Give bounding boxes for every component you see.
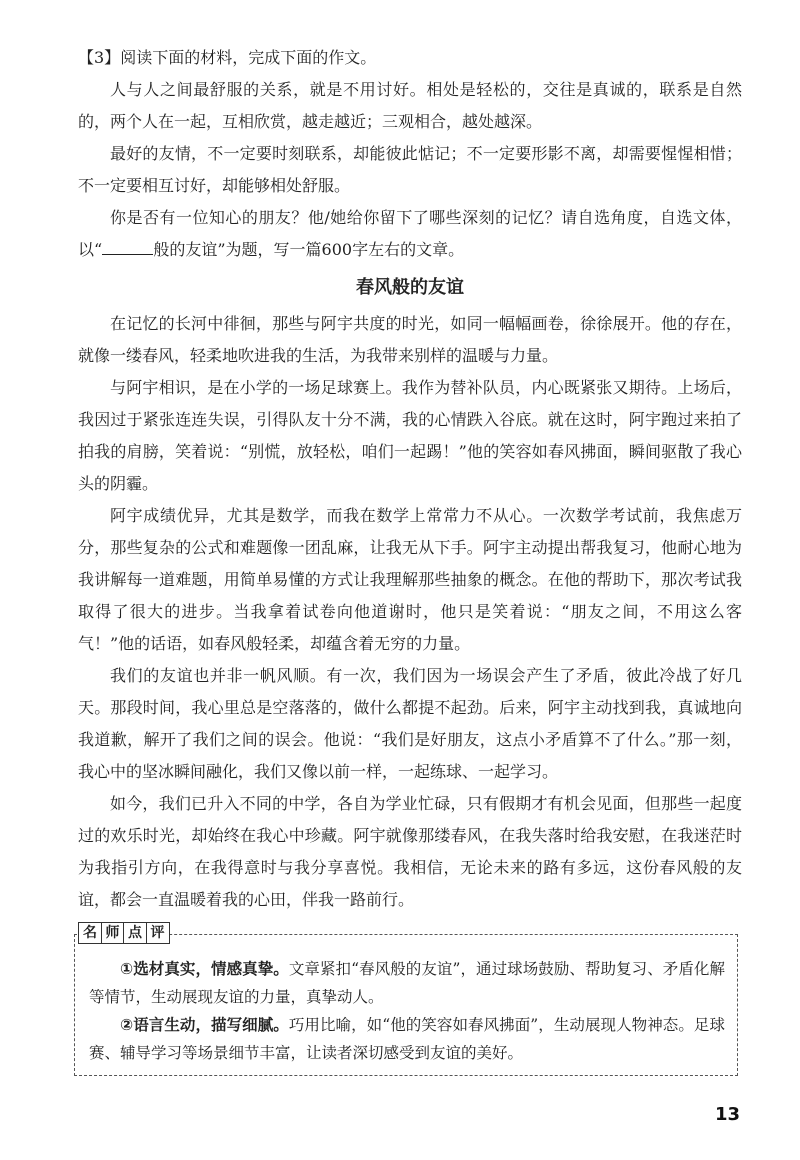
comment-point-2-body: 巧用比喻，如“他的笑容如春风拂面”，生动展现人物神态。足球赛、辅导学习等场景细节丰富，让读者深切感受到友谊的美好。 (89, 1016, 726, 1062)
material-paragraph-1: 人与人之间最舒服的关系，就是不用讨好。相处是轻松的，交往是真诚的，联系是自然的，两个人在一起，互相欣赏，越走越近；三观相合，越处越深。 (78, 80, 742, 131)
essay-paragraph-1: 在记忆的长河中徘徊，那些与阿宇共度的时光，如同一幅幅画卷，徐徐展开。他的存在，就像一缕春风，轻柔地吹进我的生活，为我带来别样的温暖与力量。 (78, 314, 742, 365)
writing-prompt (78, 202, 742, 266)
question-heading (78, 42, 742, 74)
comment-point-1-head: ①选材真实，情感真挚。 (120, 960, 289, 978)
essay-title: 春风般的友谊 (356, 277, 464, 298)
content (78, 42, 742, 1076)
comment-tag (78, 922, 170, 944)
page-number: 13 (714, 1104, 740, 1125)
comment-tag-char: 名 (78, 922, 102, 944)
question-instruction: 阅读下面的材料，完成下面的作文。 (120, 48, 377, 67)
comment-box (74, 934, 738, 1076)
material-paragraph-2: 最好的友情，不一定要时刻联系，却能彼此惦记；不一定要形影不离，却需要惺惺相惜；不一定要相互讨好，却能够相处舒服。 (78, 144, 742, 195)
title-blank (102, 238, 153, 255)
comment-point-1 (89, 955, 725, 1011)
question-number: 【3】 (78, 48, 121, 67)
essay-paragraph-3: 阿宇成绩优异，尤其是数学，而我在数学上常常力不从心。一次数学考试前，我焦虑万分，那些复杂的公式和难题像一团乱麻，让我无从下手。阿宇主动提出帮我复习，他耐心地为我讲解每一道难题，用简单易懂的方式让我理解那些抽象的概念。在他的帮助下，那次考试我取得了很大的进步。当我拿着试卷向他道谢时，他只是笑着说：“朋友之间，不用这么客气！”他的话语，如春风般轻柔，却蕴含着无穷的力量。 (78, 506, 742, 653)
comment-tag-char: 师 (101, 922, 125, 944)
teacher-comment (78, 925, 742, 1076)
prompt-text-before: 你是否有一位知心的朋友？他/她给你留下了哪些深刻的记忆？请自选角度，自选文体，以“ (78, 208, 742, 259)
essay-paragraph-2: 与阿宇相识，是在小学的一场足球赛上。我作为替补队员，内心既紧张又期待。上场后，我因过于紧张连连失误，引得队友十分不满，我的心情跌入谷底。就在这时，阿宇跑过来拍了拍我的肩膀，笑着说：“别慌，放轻松，咱们一起踢！”他的笑容如春风拂面，瞬间驱散了我心头的阴霾。 (78, 378, 742, 493)
comment-point-1-body: 文章紧扣“春风般的友谊”，通过球场鼓励、帮助复习、矛盾化解等情节，生动展现友谊的力量，真挚动人。 (89, 960, 726, 1006)
essay-paragraph-4: 我们的友谊也并非一帆风顺。有一次，我们因为一场误会产生了矛盾，彼此冷战了好几天。那段时间，我心里总是空落落的，做什么都提不起劲。后来，阿宇主动找到我，真诚地向我道歉，解开了我们之间的误会。他说：“我们是好朋友，这点小矛盾算不了什么。”那一刻，我心中的坚冰瞬间融化，我们又像以前一样，一起练球、一起学习。 (78, 666, 742, 781)
comment-tag-char: 点 (123, 922, 147, 944)
comment-point-2-head: ②语言生动，描写细腻。 (120, 1016, 289, 1034)
prompt-text-after: 般的友谊”为题，写一篇600字左右的文章。 (153, 240, 465, 259)
comment-point-2 (89, 1011, 725, 1067)
comment-tag-char: 评 (146, 922, 170, 944)
essay-paragraph-5: 如今，我们已升入不同的中学，各自为学业忙碌，只有假期才有机会见面，但那些一起度过的欢乐时光，却始终在我心中珍藏。阿宇就像那缕春风，在我失落时给我安慰，在我迷茫时为我指引方向，在我得意时与我分享喜悦。我相信，无论未来的路有多远，这份春风般的友谊，都会一直温暖着我的心田，伴我一路前行。 (78, 794, 742, 909)
